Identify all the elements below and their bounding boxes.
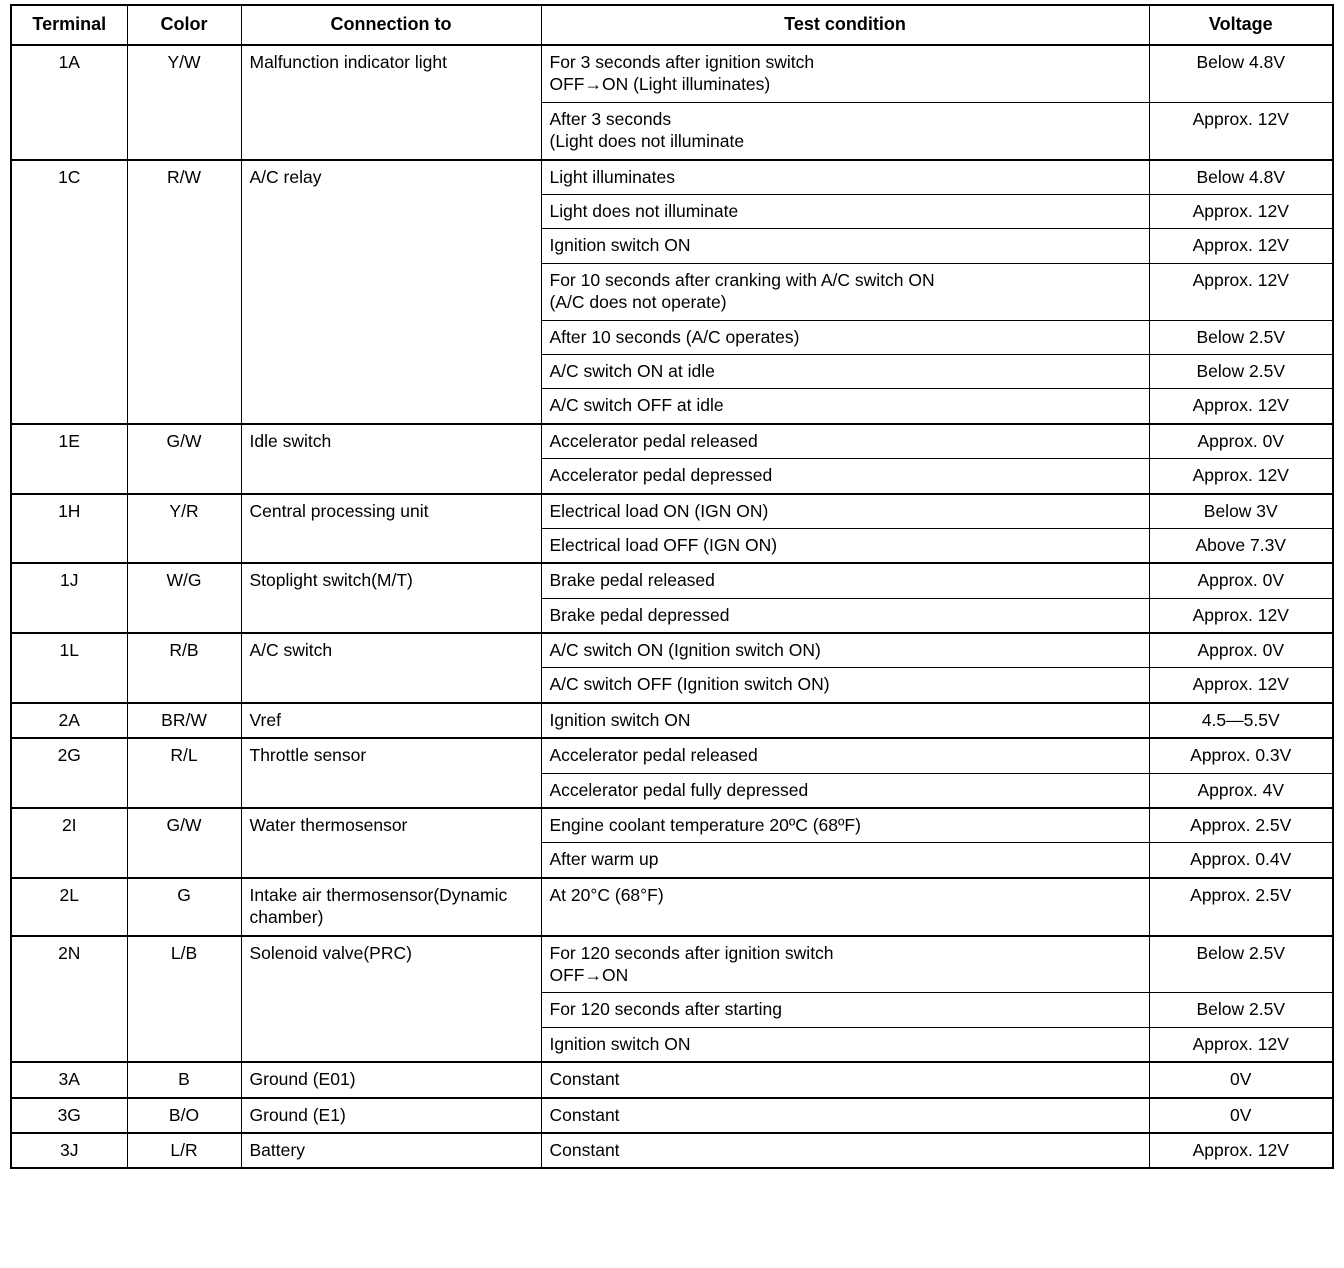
cell-voltage: Below 4.8V [1149, 45, 1333, 102]
cell-voltage: Below 2.5V [1149, 993, 1333, 1027]
cell-voltage: Approx. 2.5V [1149, 878, 1333, 936]
cell-terminal: 2A [11, 703, 127, 738]
cell-voltage: Approx. 12V [1149, 229, 1333, 263]
cell-voltage: 0V [1149, 1098, 1333, 1133]
cell-terminal: 1L [11, 633, 127, 703]
cell-voltage: Approx. 12V [1149, 194, 1333, 228]
cell-voltage: Approx. 12V [1149, 668, 1333, 703]
cell-test-condition: Light illuminates [541, 160, 1149, 195]
cell-connection-to: Stoplight switch(M/T) [241, 563, 541, 633]
cell-test-condition: A/C switch ON (Ignition switch ON) [541, 633, 1149, 668]
cell-voltage: Approx. 12V [1149, 263, 1333, 320]
cell-color: R/W [127, 160, 241, 424]
table-row [11, 703, 1333, 738]
header-row [11, 5, 1333, 45]
cell-color: G/W [127, 424, 241, 494]
cell-voltage: Approx. 2.5V [1149, 808, 1333, 843]
cell-terminal: 2N [11, 936, 127, 1063]
cell-voltage: Approx. 12V [1149, 1133, 1333, 1168]
cell-color: R/B [127, 633, 241, 703]
cell-voltage: Below 4.8V [1149, 160, 1333, 195]
cell-color: G/W [127, 808, 241, 878]
cell-terminal: 2I [11, 808, 127, 878]
cell-test-condition: Accelerator pedal released [541, 424, 1149, 459]
cell-terminal: 1H [11, 494, 127, 564]
cell-voltage: Approx. 12V [1149, 598, 1333, 633]
cell-test-condition: Accelerator pedal released [541, 738, 1149, 773]
cell-test-condition: A/C switch OFF at idle [541, 389, 1149, 424]
cell-test-condition: For 10 seconds after cranking with A/C switch ON (A/C does not operate) [541, 263, 1149, 320]
table-row [11, 1133, 1333, 1168]
table-row [11, 45, 1333, 102]
cell-color: W/G [127, 563, 241, 633]
cell-voltage: Approx. 12V [1149, 1027, 1333, 1062]
cell-terminal: 2L [11, 878, 127, 936]
cell-test-condition: Brake pedal released [541, 563, 1149, 598]
column-header-terminal: Terminal [11, 5, 127, 45]
cell-test-condition: Electrical load OFF (IGN ON) [541, 528, 1149, 563]
cell-color: G [127, 878, 241, 936]
cell-color: L/B [127, 936, 241, 1063]
cell-voltage: Approx. 0.4V [1149, 843, 1333, 878]
cell-test-condition: Accelerator pedal fully depressed [541, 773, 1149, 808]
table-row [11, 808, 1333, 843]
cell-voltage: Above 7.3V [1149, 528, 1333, 563]
cell-connection-to: Idle switch [241, 424, 541, 494]
cell-test-condition: Constant [541, 1133, 1149, 1168]
cell-color: B [127, 1062, 241, 1097]
cell-voltage: Below 3V [1149, 494, 1333, 529]
cell-terminal: 1C [11, 160, 127, 424]
cell-voltage: 4.5—5.5V [1149, 703, 1333, 738]
cell-connection-to: Intake air thermosensor(Dynamic chamber) [241, 878, 541, 936]
cell-voltage: Approx. 0.3V [1149, 738, 1333, 773]
column-header-connection-to: Connection to [241, 5, 541, 45]
cell-color: BR/W [127, 703, 241, 738]
cell-test-condition: For 120 seconds after ignition switch OFF→ON [541, 936, 1149, 993]
table-body [11, 45, 1333, 1168]
cell-test-condition: Electrical load ON (IGN ON) [541, 494, 1149, 529]
table-row [11, 160, 1333, 195]
cell-terminal: 2G [11, 738, 127, 808]
cell-color: L/R [127, 1133, 241, 1168]
cell-terminal: 3G [11, 1098, 127, 1133]
cell-voltage: Approx. 12V [1149, 459, 1333, 494]
cell-connection-to: Vref [241, 703, 541, 738]
cell-voltage: Approx. 0V [1149, 633, 1333, 668]
column-header-test-condition: Test condition [541, 5, 1149, 45]
cell-voltage: Approx. 12V [1149, 389, 1333, 424]
cell-color: B/O [127, 1098, 241, 1133]
terminal-voltage-table [10, 4, 1334, 1169]
column-header-color: Color [127, 5, 241, 45]
column-header-voltage: Voltage [1149, 5, 1333, 45]
table-row [11, 1062, 1333, 1097]
cell-connection-to: Ground (E1) [241, 1098, 541, 1133]
cell-voltage: Approx. 0V [1149, 563, 1333, 598]
cell-connection-to: Throttle sensor [241, 738, 541, 808]
cell-terminal: 3J [11, 1133, 127, 1168]
cell-test-condition: Constant [541, 1098, 1149, 1133]
table-header [11, 5, 1333, 45]
cell-voltage: 0V [1149, 1062, 1333, 1097]
table-row [11, 1098, 1333, 1133]
cell-voltage: Approx. 0V [1149, 424, 1333, 459]
cell-test-condition: At 20°C (68°F) [541, 878, 1149, 936]
table-row [11, 494, 1333, 529]
cell-connection-to: Ground (E01) [241, 1062, 541, 1097]
cell-test-condition: After 10 seconds (A/C operates) [541, 320, 1149, 354]
cell-test-condition: Engine coolant temperature 20ºC (68ºF) [541, 808, 1149, 843]
cell-color: Y/R [127, 494, 241, 564]
cell-connection-to: Water thermosensor [241, 808, 541, 878]
table-row [11, 424, 1333, 459]
cell-voltage: Below 2.5V [1149, 936, 1333, 993]
cell-test-condition: Ignition switch ON [541, 229, 1149, 263]
cell-connection-to: A/C switch [241, 633, 541, 703]
cell-color: R/L [127, 738, 241, 808]
table-row [11, 936, 1333, 993]
cell-connection-to: Malfunction indicator light [241, 45, 541, 160]
cell-connection-to: Solenoid valve(PRC) [241, 936, 541, 1063]
table-row [11, 633, 1333, 668]
cell-test-condition: Accelerator pedal depressed [541, 459, 1149, 494]
cell-test-condition: After warm up [541, 843, 1149, 878]
cell-test-condition: Ignition switch ON [541, 1027, 1149, 1062]
cell-color: Y/W [127, 45, 241, 160]
cell-terminal: 1A [11, 45, 127, 160]
cell-test-condition: After 3 seconds (Light does not illuminate [541, 102, 1149, 159]
cell-terminal: 1E [11, 424, 127, 494]
cell-test-condition: A/C switch ON at idle [541, 354, 1149, 388]
cell-test-condition: Light does not illuminate [541, 194, 1149, 228]
cell-voltage: Approx. 4V [1149, 773, 1333, 808]
cell-connection-to: Battery [241, 1133, 541, 1168]
cell-connection-to: A/C relay [241, 160, 541, 424]
table-row [11, 878, 1333, 936]
table-row [11, 563, 1333, 598]
cell-voltage: Approx. 12V [1149, 102, 1333, 159]
cell-voltage: Below 2.5V [1149, 320, 1333, 354]
cell-terminal: 3A [11, 1062, 127, 1097]
cell-connection-to: Central processing unit [241, 494, 541, 564]
cell-test-condition: Constant [541, 1062, 1149, 1097]
cell-test-condition: Brake pedal depressed [541, 598, 1149, 633]
cell-test-condition: For 3 seconds after ignition switch OFF→ON (Light illuminates) [541, 45, 1149, 102]
cell-terminal: 1J [11, 563, 127, 633]
table-row [11, 738, 1333, 773]
cell-test-condition: Ignition switch ON [541, 703, 1149, 738]
cell-test-condition: For 120 seconds after starting [541, 993, 1149, 1027]
cell-voltage: Below 2.5V [1149, 354, 1333, 388]
cell-test-condition: A/C switch OFF (Ignition switch ON) [541, 668, 1149, 703]
